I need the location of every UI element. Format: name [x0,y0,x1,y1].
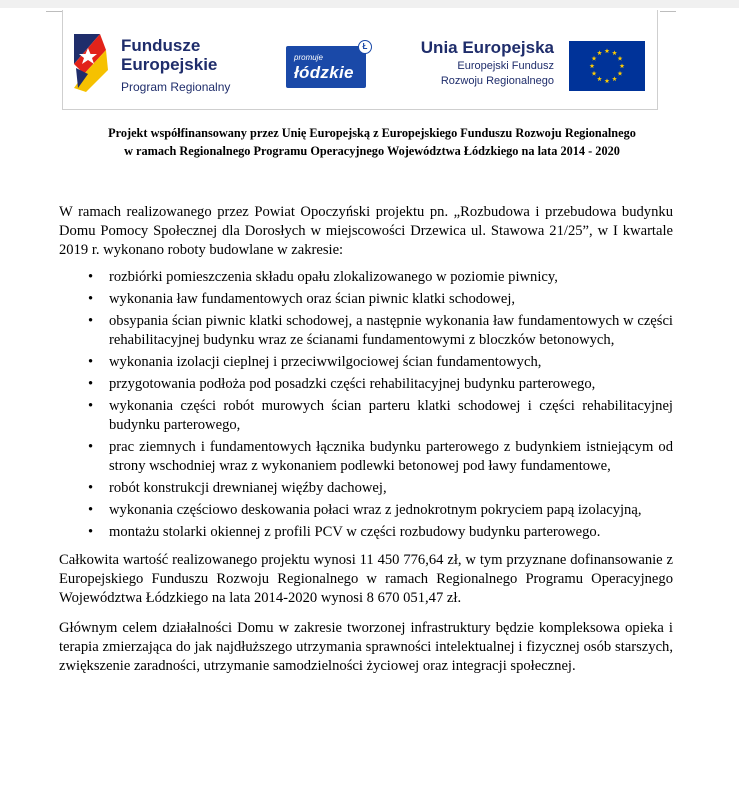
document-body [59,203,673,676]
works-list-item-text: prac ziemnych i fundamentowych łącznika budynku parterowego z budynkiem istniejącym od strony wschodniej wraz z wykonaniem podlewki betonowej pod ławy fundamentowe, [109,439,673,474]
bullet-icon: • [88,480,94,496]
lodzkie-small-text: promuje [294,53,323,62]
bullet-icon: • [88,313,94,329]
fundusze-europejskie-star-icon [74,30,112,92]
bullet-icon: • [88,524,94,540]
eu-flag-icon [569,41,645,91]
ue-sub-line2: Rozwoju Regionalnego [440,75,554,87]
bullet-icon: • [88,291,94,307]
works-list-item-text: rozbiórki pomieszczenia składu opału zlokalizowanego w poziomie piwnicy, [109,269,558,285]
margin-corner-mark-right [660,11,676,12]
ue-name: Unia Europejska [420,38,554,57]
works-list-item [59,353,673,372]
works-list-item [59,501,673,520]
works-list-item [59,268,673,287]
works-list-item-text: wykonania częściowo deskowania połaci wraz z jednokrotnym pokryciem papą izolacyjną, [109,502,642,518]
works-list-item [59,479,673,498]
fe-name-line1: Fundusze [121,36,201,55]
bullet-icon: • [88,439,94,455]
works-list-item [59,438,673,476]
works-list-item [59,397,673,435]
bullet-icon: • [88,502,94,518]
intro-paragraph: W ramach realizowanego przez Powiat Opoczyński projektu pn. „Rozbudowa i przebudowa budynku Domu Pomocy Społecznej dla Dorosłych w miejscowości Drzewica ul. Stawowa 21/25”, w I kwartale 2019 r. wykonano roboty budowlane w zakresie: [59,204,673,258]
unia-europejska-text [414,38,554,88]
fe-program-label: Program Regionalny [121,80,231,94]
cofinancing-line1: Projekt współfinansowany przez Unię Europejską z Europejskiego Funduszu Rozwoju Regionalnego [108,126,636,140]
fundusze-europejskie-text [121,36,230,94]
main-goal-paragraph: Głównym celem działalności Domu w zakresie tworzonej infrastruktury będzie kompleksowa opieka i terapia zmierzająca do jak najdłuższego utrzymania sprawności intelektualnej i fizycznej osób starszych, zwiększenie zaradności, utrzymanie samodzielności życiowej oraz integracji społecznej. [59,620,673,674]
cofinancing-line2: w ramach Regionalnego Programu Operacyjnego Województwa Łódzkiego na lata 2014 - 2020 [124,144,620,158]
works-list-item-text: montażu stolarki okiennej z profili PCV w części rozbudowy budynku parterowego. [109,524,601,540]
works-list-item [59,375,673,394]
works-list-item-text: wykonania części robót murowych ścian parteru klatki schodowej i części rehabilitacyjnej budynku parterowego, [109,398,673,433]
cofinancing-statement [62,124,682,160]
bullet-icon: • [88,354,94,370]
page-top-edge [0,0,739,8]
ue-sub-line1: Europejski Fundusz [457,60,554,72]
works-list-item-text: obsypania ścian piwnic klatki schodowej, a następnie wykonania ław fundamentowych w części rehabilitacyjnej budynku wraz ze ścianami fundamentowymi z bloczków betonowych, [109,313,673,348]
bullet-icon: • [88,376,94,392]
works-list-item-text: wykonania izolacji cieplnej i przeciwwilgociowej ścian fundamentowych, [109,354,542,370]
works-list [59,268,673,542]
fe-name-line2: Europejskie [121,55,218,74]
lodzkie-badge-icon: Ł [358,40,372,54]
works-list-item [59,290,673,309]
works-list-item [59,523,673,542]
bullet-icon: • [88,398,94,414]
project-value-paragraph: Całkowita wartość realizowanego projektu wynosi 11 450 776,64 zł, w tym przyznane dofinansowanie z Europejskiego Funduszu Rozwoju Regionalnego w ramach Regionalnego Programu Operacyjnego Województwa Łódzkiego na lata 2014-2020 wynosi 8 670 051,47 zł. [59,552,673,606]
works-list-item [59,312,673,350]
works-list-item-text: przygotowania podłoża pod posadzki części rehabilitacyjnej budynku parterowego, [109,376,596,392]
works-list-item-text: wykonania ław fundamentowych oraz ścian piwnic klatki schodowej, [109,291,516,307]
bullet-icon: • [88,269,94,285]
works-list-item-text: robót konstrukcji drewnianej więźby dachowej, [109,480,387,496]
margin-corner-mark-left [46,11,62,12]
lodzkie-big-text: łódzkie [294,63,354,82]
promuje-lodzkie-logo [286,46,366,88]
fundusze-europejskie-logo [74,30,254,96]
